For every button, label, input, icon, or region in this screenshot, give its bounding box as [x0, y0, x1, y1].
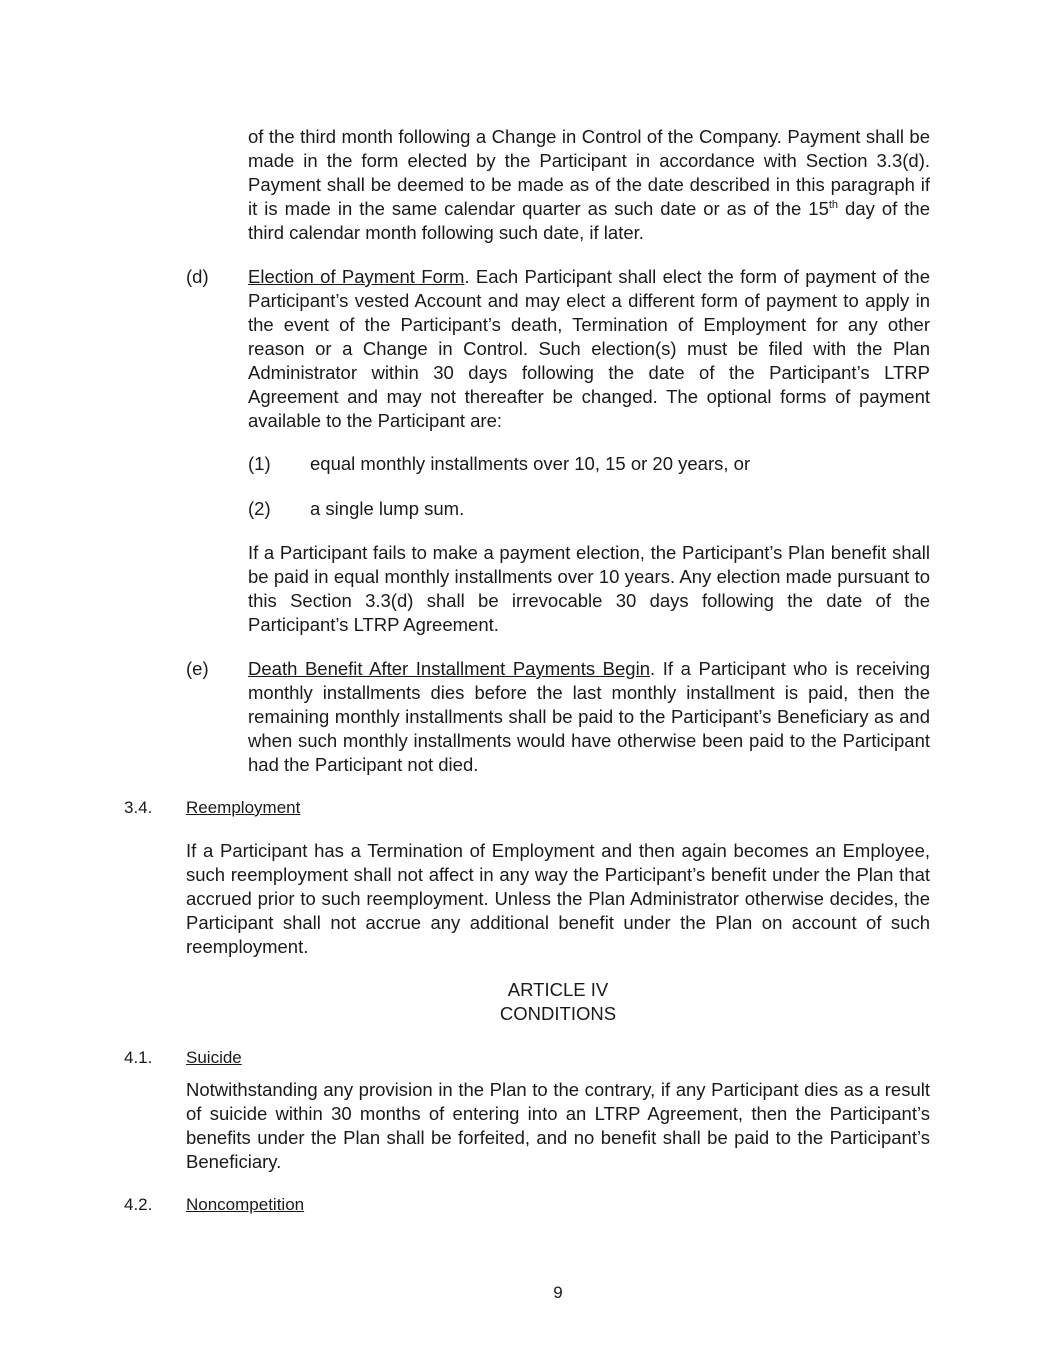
section-3-4-body: If a Participant has a Termination of Employment and then again becomes an Employee, such reemployment shall not affect in any way the Participant’s benefit under the Plan that accrued prior to such reemployment. Unless the Plan Administrator otherwise decides, the Participant shall not accrue any additional benefit under the Plan on account of such reemployment. — [186, 840, 930, 957]
para-d-heading: Election of Payment Form — [248, 266, 465, 287]
section-4-1-heading: Suicide — [186, 1048, 242, 1067]
section-4-2-number: 4.2. — [124, 1195, 153, 1214]
para-e-label: (e) — [186, 658, 209, 679]
intro-superscript: th — [828, 198, 839, 211]
section-4-1-number: 4.1. — [124, 1048, 153, 1067]
section-3-4-heading: Reemployment — [186, 798, 301, 817]
default-election-paragraph: If a Participant fails to make a payment election, the Participant’s Plan benefit shall be paid in equal monthly installments over 10 years. Any election made pursuant to this Section 3.3(d) shall be irrevocable 30 days following the date of the Participant’s LTRP Agreement. — [248, 542, 930, 635]
section-3-4-number: 3.4. — [124, 798, 153, 817]
page-number: 9 — [553, 1283, 563, 1302]
para-d-body: . Each Participant shall elect the form of payment of the Participant’s vested Account and may elect a different form of payment to apply in the event of the Participant’s death, Termination of Employment for any other reason or a Change in Control. Such election(s) must be filed with the Plan Administrator within 30 days following the date of the Participant’s LTRP Agreement and may not thereafter be changed. The optional forms of payment available to the Participant are: — [248, 266, 930, 431]
para-d-label: (d) — [186, 266, 209, 287]
intro-text-b: day of the third calendar month following such date, if later. — [248, 198, 930, 243]
article-subtitle: CONDITIONS — [499, 1003, 617, 1024]
para-e — [248, 657, 930, 777]
intro-paragraph — [248, 125, 930, 245]
option-2-label: (2) — [248, 498, 271, 519]
para-e-heading: Death Benefit After Installment Payments Begin — [248, 658, 650, 679]
intro-text-a: of the third month following a Change in Control of the Company. Payment shall be made in the form elected by the Participant in accordance with Section 3.3(d). Payment shall be deemed to be made as of the date described in this paragraph if it is made in the same calendar quarter as such date or as of the 15 — [248, 126, 930, 219]
article-title: ARTICLE IV — [507, 979, 609, 1000]
option-1-label: (1) — [248, 453, 271, 474]
section-4-2-heading: Noncompetition — [186, 1195, 305, 1214]
option-1-text: equal monthly installments over 10, 15 or 20 years, or — [310, 453, 751, 474]
para-d — [248, 265, 930, 433]
para-e-body: . If a Participant who is receiving monthly installments dies before the last monthly installment is paid, then the remaining monthly installments shall be paid to the Participant’s Beneficiary as and when such monthly installments would have otherwise been paid to the Participant had the Participant not died. — [248, 658, 930, 775]
option-2-text: a single lump sum. — [310, 498, 465, 519]
section-4-1-body: Notwithstanding any provision in the Plan to the contrary, if any Participant dies as a result of suicide within 30 months of entering into an LTRP Agreement, then the Participant’s benefits under the Plan shall be forfeited, and no benefit shall be paid to the Participant’s Beneficiary. — [186, 1079, 930, 1172]
